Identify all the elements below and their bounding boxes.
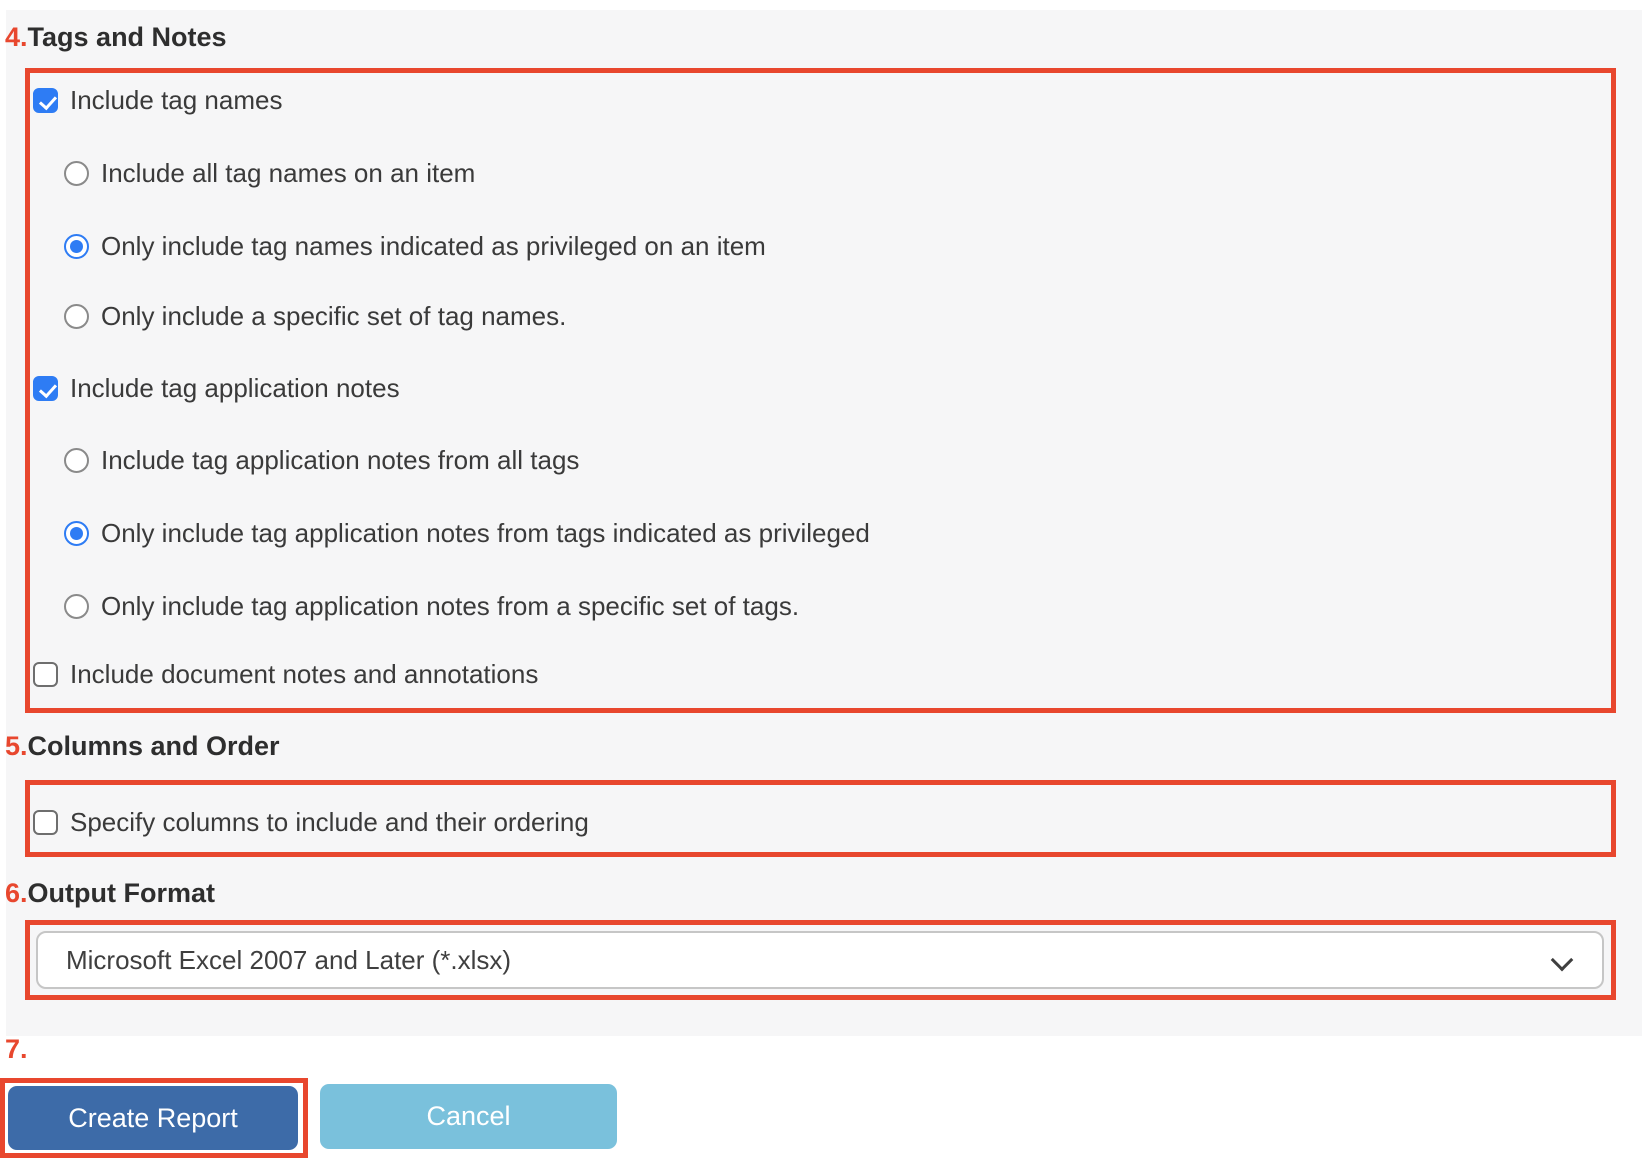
annotation-number-7: 7. xyxy=(5,1034,28,1064)
include-tag-names-row xyxy=(33,83,282,117)
cancel-button[interactable]: Cancel xyxy=(320,1084,617,1149)
output-format-select[interactable] xyxy=(36,931,1604,989)
section-title: Columns and Order xyxy=(27,731,280,761)
annotation-number-6: 6. xyxy=(5,878,28,908)
specific-tag-names-radio[interactable] xyxy=(64,304,89,329)
output-format-selected-value: Microsoft Excel 2007 and Later (*.xlsx) xyxy=(66,944,512,975)
notes-from-specific-tags-radio[interactable] xyxy=(64,594,89,619)
include-tag-application-notes-row xyxy=(33,371,400,405)
notes-from-all-tags-label: Include tag application notes from all tags xyxy=(101,444,580,475)
notes-from-all-tags-radio[interactable] xyxy=(64,448,89,473)
include-document-notes-label: Include document notes and annotations xyxy=(70,658,539,689)
include-tag-names-label: Include tag names xyxy=(70,84,283,115)
specify-columns-label: Specify columns to include and their ordering xyxy=(70,806,589,837)
notes-from-all-tags-row xyxy=(64,443,579,477)
specific-tag-names-row xyxy=(64,299,566,333)
include-document-notes-checkbox[interactable] xyxy=(33,662,58,687)
section-heading-output-format xyxy=(5,878,215,909)
only-privileged-tag-names-radio[interactable] xyxy=(64,234,89,259)
notes-from-privileged-tags-row xyxy=(64,516,870,550)
section-title: Tags and Notes xyxy=(27,22,227,52)
specify-columns-checkbox[interactable] xyxy=(33,810,58,835)
include-tag-names-checkbox[interactable] xyxy=(33,88,58,113)
section-title: Output Format xyxy=(27,878,216,908)
annotation-number-4: 4. xyxy=(5,22,28,52)
include-all-tag-names-row xyxy=(64,156,475,190)
annotation-number-5: 5. xyxy=(5,731,28,761)
notes-from-specific-tags-row xyxy=(64,589,799,623)
only-privileged-tag-names-row xyxy=(64,229,766,263)
include-document-notes-row xyxy=(33,657,538,691)
specify-columns-row xyxy=(33,805,589,839)
notes-from-privileged-tags-label: Only include tag application notes from tags indicated as privileged xyxy=(101,517,870,548)
only-privileged-tag-names-label: Only include tag names indicated as privileged on an item xyxy=(101,230,766,261)
section-heading-columns-and-order xyxy=(5,731,280,762)
notes-from-privileged-tags-radio[interactable] xyxy=(64,521,89,546)
section-heading-tags-and-notes xyxy=(5,22,227,53)
include-tag-application-notes-label: Include tag application notes xyxy=(70,372,400,403)
include-all-tag-names-radio[interactable] xyxy=(64,161,89,186)
include-tag-application-notes-checkbox[interactable] xyxy=(33,376,58,401)
create-report-button[interactable]: Create Report xyxy=(8,1086,298,1150)
specific-tag-names-label: Only include a specific set of tag names. xyxy=(101,300,567,331)
include-all-tag-names-label: Include all tag names on an item xyxy=(101,157,476,188)
chevron-down-icon xyxy=(1551,949,1574,972)
notes-from-specific-tags-label: Only include tag application notes from a specific set of tags. xyxy=(101,590,800,621)
